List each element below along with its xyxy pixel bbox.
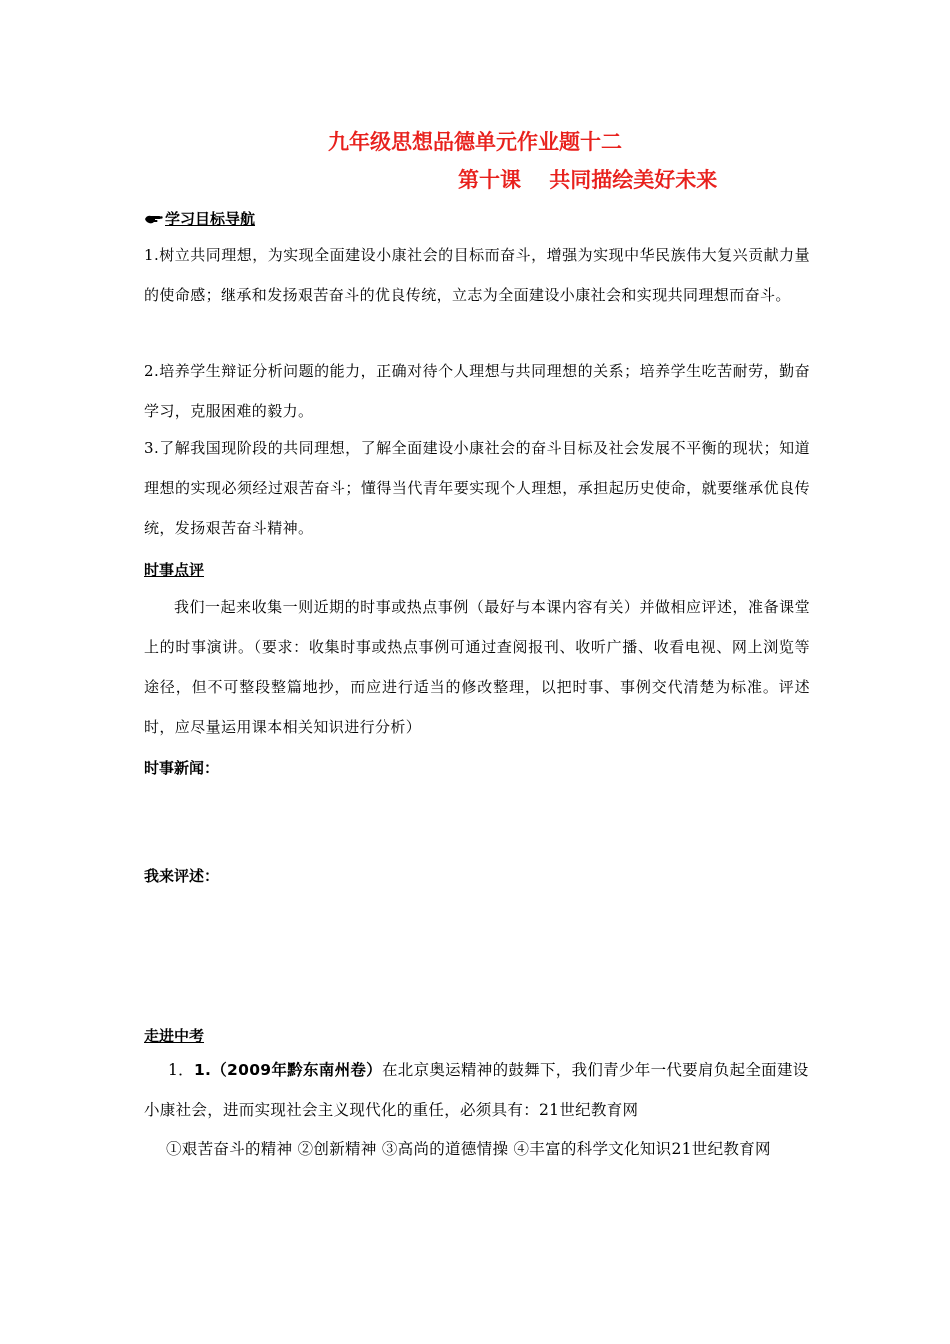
lesson-subtitle: 第十课 共同描绘美好未来 [458, 168, 718, 192]
pointing-hand-icon [144, 213, 164, 225]
question-1-source: 1.（2009年黔东南州卷） [193, 1061, 382, 1079]
exam-heading-text: 走进中考 [144, 1027, 205, 1045]
question-1-number: 1． [168, 1061, 194, 1079]
goal-item-1: 1.树立共同理想，为实现全面建设小康社会的目标而奋斗，增强为实现中华民族伟大复兴贡献力量的使命感；继承和发扬艰苦奋斗的优良传统，立志为全面建设小康社会和实现共同理想而奋斗。 [144, 246, 810, 304]
news-instructions: 我们一起来收集一则近期的时事或热点事例（最好与本课内容有关）并做相应评述，准备课堂上的时事演讲。（要求：收集时事或热点事例可通过查阅报刊、收听广播、收看电视、网上浏览等途径，但不可整段整篇地抄，而应进行适当的修改整理，以把时事、事例交代清楚为标准。评述时，应尽量运用课本相关知识进行分析） [144, 598, 810, 736]
news-heading [144, 559, 204, 580]
news-heading-text: 时事点评 [144, 561, 205, 579]
goals-heading-text: 学习目标导航 [165, 210, 256, 228]
question-1-text: 在北京奥运精神的鼓舞下，我们青少年一代要肩负起全面建设小康社会，进而实现社会主义现代化的重任，必须具有：21世纪教育网 [144, 1061, 809, 1119]
document-title: 九年级思想品德单元作业题十二 [328, 130, 622, 154]
news-label: 时事新闻： [144, 759, 220, 777]
question-1 [144, 1050, 810, 1130]
goal-item-3: 3.了解我国现阶段的共同理想，了解全面建设小康社会的奋斗目标及社会发展不平衡的现状；知道理想的实现必须经过艰苦奋斗；懂得当代青年要实现个人理想，承担起历史使命，就要继承优良传统，发扬艰苦奋斗精神。 [144, 439, 810, 537]
goal-item-2: 2.培养学生辩证分析问题的能力，正确对待个人理想与共同理想的关系；培养学生吃苦耐劳，勤奋学习，克服困难的毅力。 [144, 362, 810, 420]
exam-heading [144, 1025, 204, 1046]
comment-label: 我来评述： [144, 867, 220, 885]
question-1-options: ①艰苦奋斗的精神 ②创新精神 ③高尚的道德情操 ④丰富的科学文化知识21世纪教育网 [166, 1140, 771, 1158]
goals-heading [144, 208, 255, 229]
